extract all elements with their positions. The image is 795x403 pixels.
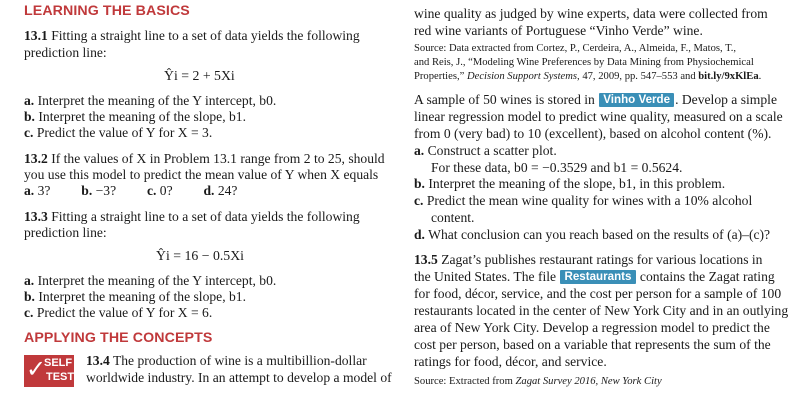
problem-13-3-line1: 13.3 Fitting a straight line to a set of data yields the following [24, 209, 360, 224]
self-test-label-line1: SELF [44, 357, 73, 369]
problem-13-4-paragraph-line3: from 0 (very bad) to 10 (excellent), based on alcohol content (%). [414, 126, 772, 141]
problem-13-4-line1: 13.4 The production of wine is a multibillion-dollar [86, 353, 367, 368]
file-tag-vinho-verde[interactable]: Vinho Verde [599, 93, 674, 107]
problem-13-1-part-a: a. Interpret the meaning of the Y intercept, b0. [24, 93, 277, 108]
heading-applying-concepts: APPLYING THE CONCEPTS [24, 330, 213, 346]
problem-13-4-number: 13.4 [86, 353, 110, 368]
problem-13-2-line2: you use this model to predict the mean value of Y when X equals [24, 167, 379, 182]
source-citation-1-line1: Source: Data extracted from Cortez, P., Cerdeira, A., Almeida, F., Matos, T., [414, 43, 737, 54]
problem-13-3-part-a: a. Interpret the meaning of the Y intercept, b0. [24, 273, 277, 288]
problem-13-5-line6: cost per person, based on a variable that represents the sum of the [414, 337, 771, 352]
problem-13-5-line5: area of New York City. Develop a regression model to predict the [414, 320, 770, 335]
heading-learning-basics: LEARNING THE BASICS [24, 3, 190, 19]
file-tag-restaurants[interactable]: Restaurants [560, 270, 635, 284]
problem-13-4-cont-line2: red wine variants of Portuguese “Vinho Verde” wine. [414, 23, 703, 38]
problem-13-5-line7: ratings for food, décor, and service. [414, 354, 607, 369]
problem-13-5-line1: 13.5 Zagat’s publishes restaurant ratings for various locations in [414, 252, 763, 267]
problem-13-3-line2: prediction line: [24, 225, 107, 240]
problem-13-5-line3: for food, décor, service, and the cost per person for a sample of 100 [414, 286, 782, 301]
source-link[interactable]: bit.ly/9xKlEa [698, 71, 759, 82]
problem-13-4-cont-line1: wine quality as judged by wine experts, data were collected from [414, 6, 768, 21]
problem-13-5-line2: the United States. The file Restaurants contains the Zagat rating [414, 269, 775, 284]
problem-13-3-part-b: b. Interpret the meaning of the slope, b1. [24, 289, 246, 304]
self-test-label-line2: TEST [46, 371, 75, 383]
problem-13-4-part-d: d. What conclusion can you reach based on the results of (a)–(c)? [414, 227, 771, 242]
self-test-badge [24, 355, 74, 387]
problem-13-4-line2: worldwide industry. In an attempt to develop a model of [86, 370, 392, 385]
problem-13-1-part-b: b. Interpret the meaning of the slope, b1. [24, 109, 246, 124]
source-citation-1-line2: and Reis, J., “Modeling Wine Preferences by Data Mining from Physiochemical [414, 57, 754, 68]
source-citation-2: Source: Extracted from Zagat Survey 2016, New York City [414, 376, 662, 387]
problem-13-5-line4: restaurants located in the center of New York City and in an outlying [414, 303, 789, 318]
problem-13-1-line1: 13.1 Fitting a straight line to a set of data yields the following [24, 28, 360, 43]
problem-13-4-coefficients: For these data, b0 = −0.3529 and b1 = 0.5624. [431, 160, 683, 175]
problem-13-1-number: 13.1 [24, 28, 48, 43]
problem-13-4-part-c: c. Predict the mean wine quality for wines with a 10% alcohol [414, 193, 753, 208]
problem-13-4-part-c-cont: content. [431, 210, 475, 225]
problem-13-2-options: a. 3? b. −3? c. 0? d. 24? [24, 183, 238, 198]
checkmark-icon: ✓ [26, 356, 47, 383]
problem-13-1-equation: Ŷi = 2 + 5Xi [164, 68, 235, 83]
problem-13-4-paragraph-line2: linear regression model to predict wine quality, measured on a scale [414, 109, 783, 124]
survey-title: Zagat Survey 2016, New York City [515, 376, 662, 387]
problem-13-4-part-a: a. Construct a scatter plot. [414, 143, 557, 158]
problem-13-2-line1: 13.2 If the values of X in Problem 13.1 range from 2 to 25, should [24, 151, 385, 166]
journal-title: Decision Support Systems, [466, 71, 580, 82]
problem-13-5-number: 13.5 [414, 252, 438, 267]
problem-13-1-line2: prediction line: [24, 45, 107, 60]
problem-13-4-paragraph-line1: A sample of 50 wines is stored in Vinho Verde . Develop a simple [414, 92, 777, 107]
problem-13-2-number: 13.2 [24, 151, 48, 166]
problem-13-3-number: 13.3 [24, 209, 48, 224]
problem-13-1-part-c: c. Predict the value of Y for X = 3. [24, 125, 213, 140]
problem-13-3-equation: Ŷi = 16 − 0.5Xi [156, 248, 244, 263]
problem-13-4-part-b: b. Interpret the meaning of the slope, b1, in this problem. [414, 176, 726, 191]
source-citation-1-line3: Properties,” Decision Support Systems, 47, 2009, pp. 547–553 and bit.ly/9xKlEa. [414, 71, 762, 82]
problem-13-3-part-c: c. Predict the value of Y for X = 6. [24, 305, 213, 320]
